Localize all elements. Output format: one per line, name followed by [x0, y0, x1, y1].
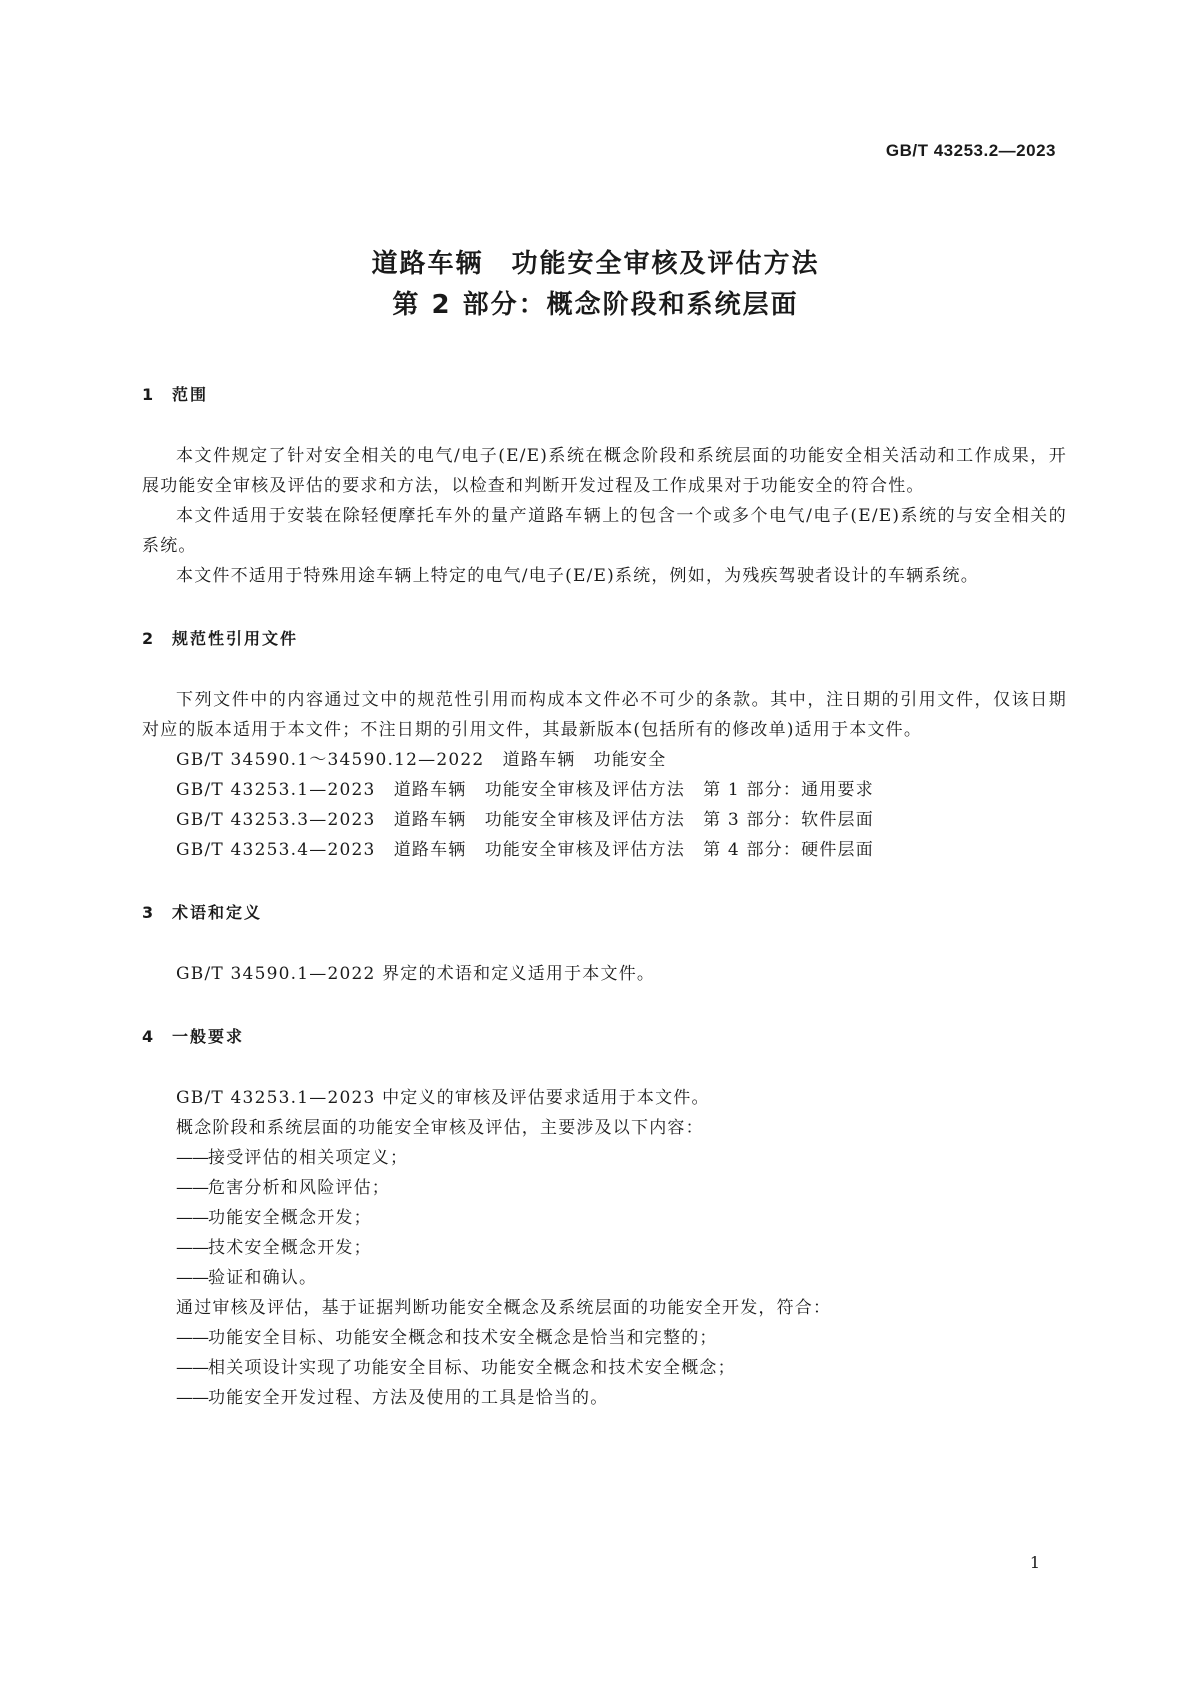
section-heading [142, 627, 1067, 651]
dash-marker: —— [176, 1238, 208, 1258]
section-title: 术语和定义 [172, 903, 263, 922]
dash-marker: —— [176, 1328, 208, 1348]
section-title: 范围 [172, 385, 209, 404]
section-heading [142, 1025, 1067, 1049]
section-general-requirements [142, 1025, 1067, 1413]
section-number: 2 [142, 629, 154, 648]
dash-marker: —— [176, 1268, 208, 1288]
reference-item: GB/T 34590.1～34590.12—2022 道路车辆 功能安全 [176, 750, 667, 770]
list-item: ——功能安全目标、功能安全概念和技术安全概念是恰当和完整的； [176, 1328, 718, 1348]
document-title [0, 244, 1191, 326]
list-item: ——相关项设计实现了功能安全目标、功能安全概念和技术安全概念； [176, 1358, 736, 1378]
section-terms-definitions [142, 901, 1067, 989]
standard-code: GB/T 43253.2—2023 [885, 141, 1056, 160]
section-number: 4 [142, 1027, 154, 1046]
paragraph: 下列文件中的内容通过文中的规范性引用而构成本文件必不可少的条款。其中，注日期的引用文件，仅该日期对应的版本适用于本文件；不注日期的引用文件，其最新版本(包括所有的修改单)适用于本文件。 [142, 690, 1067, 740]
section-title: 规范性引用文件 [172, 629, 299, 648]
dash-marker: —— [176, 1388, 208, 1408]
title-line-1: 道路车辆 功能安全审核及评估方法 [371, 249, 820, 279]
dash-marker: —— [176, 1148, 208, 1168]
paragraph: GB/T 43253.1—2023 中定义的审核及评估要求适用于本文件。 [176, 1088, 710, 1108]
list-item: ——功能安全概念开发； [176, 1208, 372, 1228]
dash-marker: —— [176, 1208, 208, 1228]
section-scope [142, 383, 1067, 591]
paragraph: 本文件规定了针对安全相关的电气/电子(E/E)系统在概念阶段和系统层面的功能安全相关活动和工作成果，开展功能安全审核及评估的要求和方法，以检查和判断开发过程及工作成果对于功能安全的符合性。 [142, 446, 1067, 496]
section-heading [142, 901, 1067, 925]
paragraph: 本文件适用于安装在除轻便摩托车外的量产道路车辆上的包含一个或多个电气/电子(E/E)系统的与安全相关的系统。 [142, 506, 1067, 556]
dash-marker: —— [176, 1178, 208, 1198]
section-normative-references [142, 627, 1067, 865]
list-item: ——接受评估的相关项定义； [176, 1148, 409, 1168]
paragraph: 概念阶段和系统层面的功能安全审核及评估，主要涉及以下内容： [176, 1118, 704, 1138]
reference-item: GB/T 43253.3—2023 道路车辆 功能安全审核及评估方法 第 3 部分：软件层面 [176, 810, 874, 830]
paragraph: GB/T 34590.1—2022 界定的术语和定义适用于本文件。 [176, 964, 656, 984]
title-line-2: 第 2 部分：概念阶段和系统层面 [392, 290, 799, 320]
page-number: 1 [1029, 1553, 1040, 1572]
paragraph: 本文件不适用于特殊用途车辆上特定的电气/电子(E/E)系统，例如，为残疾驾驶者设计的车辆系统。 [176, 566, 979, 586]
section-number: 3 [142, 903, 154, 922]
list-item: ——危害分析和风险评估； [176, 1178, 390, 1198]
reference-item: GB/T 43253.1—2023 道路车辆 功能安全审核及评估方法 第 1 部分：通用要求 [176, 780, 874, 800]
section-heading [142, 383, 1067, 407]
document-body [142, 383, 1067, 1413]
reference-item: GB/T 43253.4—2023 道路车辆 功能安全审核及评估方法 第 4 部分：硬件层面 [176, 840, 874, 860]
dash-marker: —— [176, 1358, 208, 1378]
section-number: 1 [142, 385, 154, 404]
list-item: ——验证和确认。 [176, 1268, 318, 1288]
paragraph: 通过审核及评估，基于证据判断功能安全概念及系统层面的功能安全开发，符合： [176, 1298, 832, 1318]
section-title: 一般要求 [172, 1027, 245, 1046]
list-item: ——功能安全开发过程、方法及使用的工具是恰当的。 [176, 1388, 609, 1408]
list-item: ——技术安全概念开发； [176, 1238, 372, 1258]
